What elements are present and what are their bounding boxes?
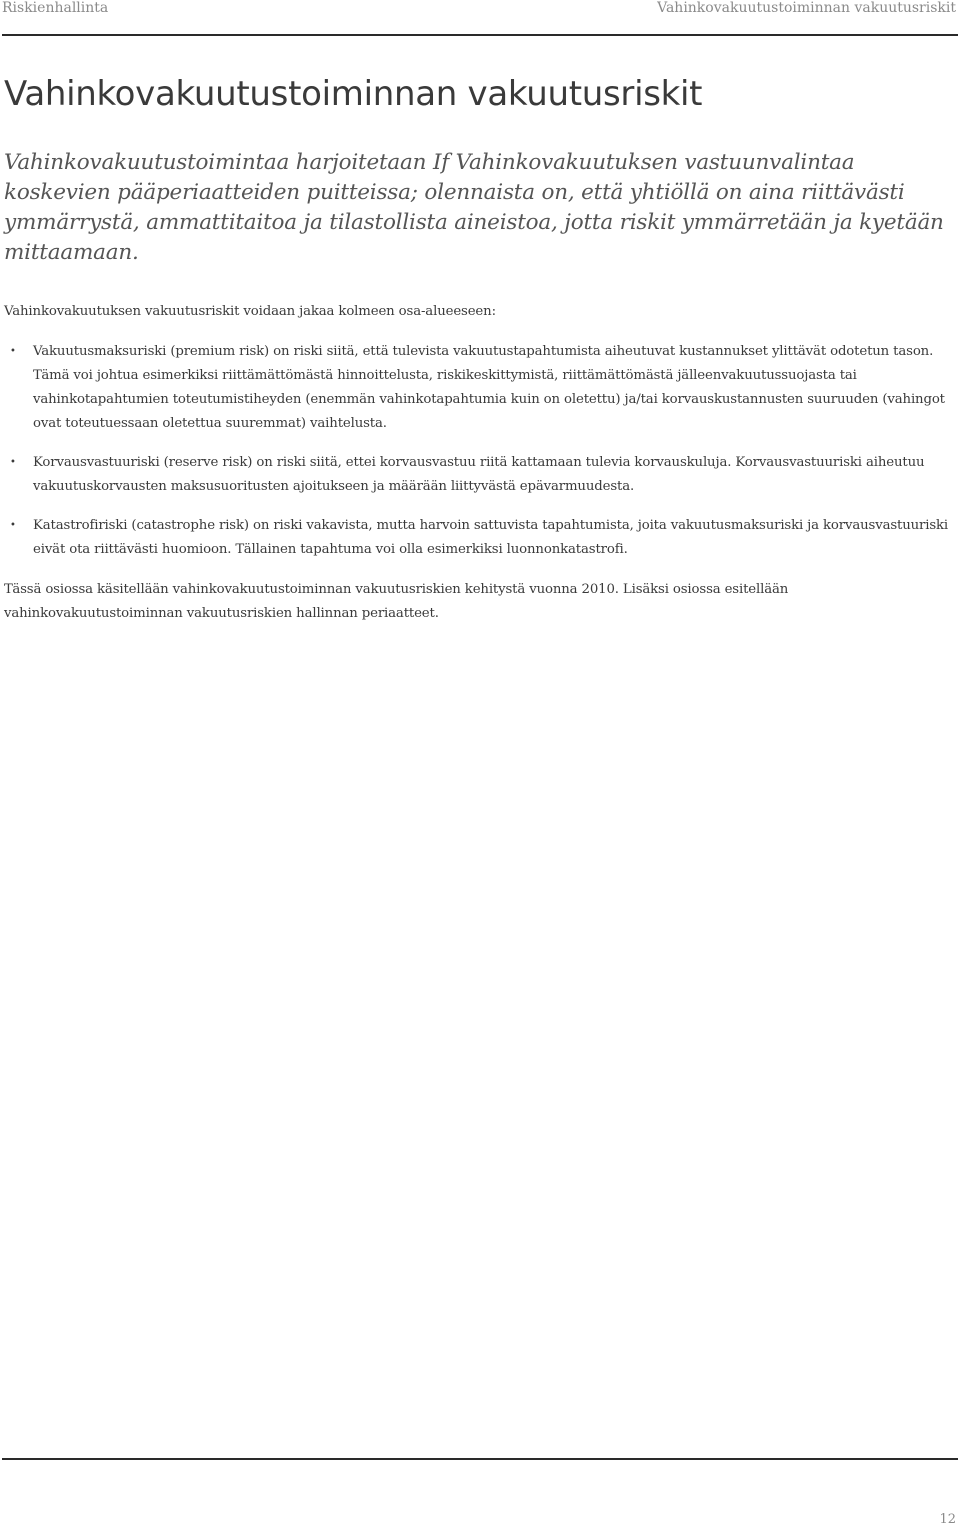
running-header-chapter: Vahinkovakuutustoiminnan vakuutusriskit [657, 0, 956, 16]
list-item-catastrophe-risk [0, 514, 950, 562]
risk-list [0, 340, 950, 577]
bullet-icon: • [10, 520, 16, 531]
list-item-text: Vakuutusmaksuriski (premium risk) on riski siitä, että tulevista vakuutustapahtumista aiheutuvat kustannukset ylittävät odotetun tason. Tämä voi johtua esimerkiksi riittämättömästä hinnoittelusta, riskikeskittymistä, riittämättömästä jälleenvakuutussuojasta tai vahinkotapahtumien toteutumistiheyden (enemmän vahinkotapahtumia kuin on oletettu) ja/tai korvauskustannusten suuruuden (vahingot ovat toteutuessaan oletettua suuremmat) vaihtelusta. [33, 344, 945, 431]
bullet-icon: • [10, 346, 16, 357]
page-title: Vahinkovakuutustoiminnan vakuutusriskit [4, 74, 703, 114]
list-item-text: Korvausvastuuriski (reserve risk) on riski siitä, ettei korvausvastuu riitä kattamaan tulevia korvauskuluja. Korvausvastuuriski aiheutuu vakuutuskorvausten maksusuoritusten ajoitukseen ja määrään liittyvästä epävarmuudesta. [33, 455, 925, 494]
running-header-section: Riskienhallinta [2, 0, 109, 16]
list-item-reserve-risk [0, 451, 950, 499]
bullet-icon: • [10, 457, 16, 468]
list-item-premium-risk [0, 340, 950, 436]
page-number: 12 [939, 1512, 956, 1527]
closing-paragraph: Tässä osiossa käsitellään vahinkovakuutustoiminnan vakuutusriskien kehitystä vuonna 2010. Lisäksi osiossa esitellään vahinkovakuutustoiminnan vakuutusriskien hallinnan periaatteet. [4, 582, 789, 621]
list-item-text: Katastrofiriski (catastrophe risk) on riski vakavista, mutta harvoin sattuvista tapahtumista, joita vakuutusmaksuriski ja korvausvastuuriski eivät ota riittävästi huomioon. Tällainen tapahtuma voi olla esimerkiksi luonnonkatastrofi. [33, 518, 949, 557]
header-rule [2, 34, 958, 36]
lead-paragraph: Vahinkovakuutustoimintaa harjoitetaan If Vahinkovakuutuksen vastuunvalintaa koskevien pääperiaatteiden puitteissa; olennaista on, että yhtiöllä on aina riittävästi ymmärrystä, ammattitaitoa ja tilastollista aineistoa, jotta riskit ymmärretään ja kyetään mittaamaan. [4, 150, 944, 265]
intro-paragraph: Vahinkovakuutuksen vakuutusriskit voidaan jakaa kolmeen osa-alueeseen: [4, 304, 496, 319]
footer-rule [2, 1458, 958, 1460]
